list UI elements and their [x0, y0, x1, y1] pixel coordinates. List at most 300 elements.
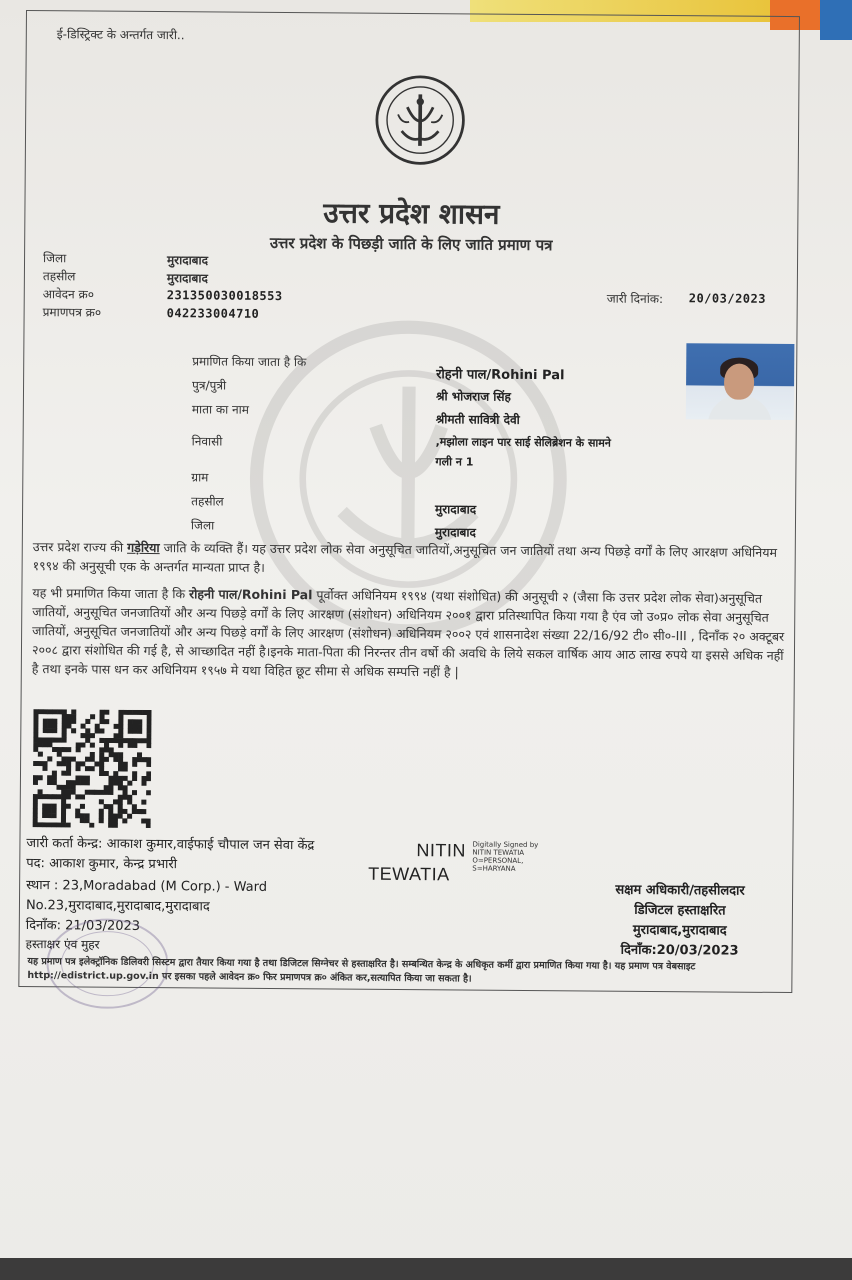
qr-module [56, 823, 61, 828]
qr-module [113, 799, 118, 804]
qr-module [90, 733, 95, 738]
meta-application-label: आवेदन क्र० [42, 287, 95, 302]
para1-post: जाति के व्यक्ति हैं। यह उत्तर प्रदेश लोक सेवा अनुसूचित जातियों,अनुसूचित जन जातियों तथा अन्य पिछड़े वर्गों के लिए आरक्षण अधिनियम १९९४ की अनुसूची एक के अन्तर्गत मान्यता प्राप्त है। [32, 540, 778, 575]
qr-module [127, 781, 132, 786]
meta-tehsil-label: तहसील [42, 269, 76, 284]
up-emblem-icon [374, 74, 467, 167]
qr-module [99, 766, 104, 771]
qr-module [147, 734, 152, 739]
qr-module [61, 771, 66, 776]
field-village-label: ग्राम [191, 470, 209, 485]
qr-module [123, 710, 128, 715]
qr-module [137, 724, 142, 729]
body-paragraph-1 [33, 537, 793, 581]
photo-face [724, 363, 754, 399]
qr-module [38, 737, 43, 742]
para2-name: रोहनी पाल/Rohini Pal [189, 586, 313, 603]
qr-module [99, 818, 104, 823]
qr-module [99, 738, 104, 743]
qr-module [38, 775, 43, 780]
qr-module [118, 814, 123, 819]
para2-post: पूर्वोक्त अधिनियम १९९४ (यथा संशोधित) की अनुसूची २ (जैसा कि उत्तर प्रदेश लोक सेवा)अनुसूचित जातियों, अनुसूचित जनजातियों और अन्य पिछड़े वर्गों के लिए आरक्षण (संशोधन) अधिनियम २००१ द्वारा प्रतिस्थापित किया गया है एंव जो उ०प्र० लोक सेवा अनुसूचित जातियों, अनुसूचित जनजातियों और अन्य पिछड़े वर्गों के लिए आरक्षण (संशोधन) अधिनियम २००२ एवं शासनादेश संख्या 22/16/92 टी० सी०-III , दिनाँक २० अक्टूबर २००८ द्वारा संशोधित की गई है, से आच्छादित नहीं है।इनके माता-पिता की निरन्तर तीन वर्षो की अवधि के लिये सकल वार्षिक आय आठ लाख रुपये या इससे अधिक नहीं है तथा इनके पास धन कर अधिनियम १९५७ मे यथा विहित छूट सीमा से अधिक सम्पत्ति नहीं है | [31, 587, 785, 680]
qr-module [61, 808, 66, 813]
qr-module [132, 762, 137, 767]
qr-module [52, 723, 57, 728]
qr-module [122, 795, 127, 800]
qr-module [147, 715, 152, 720]
qr-module [104, 785, 109, 790]
field-resident-label: निवासी [191, 434, 223, 449]
qr-module [47, 756, 52, 761]
issue-date-label: जारी दिनांक: [606, 291, 664, 307]
qr-module [33, 813, 38, 818]
qr-module [62, 738, 67, 743]
qr-module [85, 738, 90, 743]
qr-module [52, 709, 57, 714]
qr-module [71, 780, 76, 785]
qr-module [141, 781, 146, 786]
qr-module [108, 790, 113, 795]
qr-module [108, 818, 113, 823]
qr-module [141, 809, 146, 814]
qr-module [128, 710, 133, 715]
qr-module [52, 771, 57, 776]
qr-module [99, 771, 104, 776]
qr-module [133, 710, 138, 715]
meta-district-label: जिला [42, 251, 67, 266]
qr-module [113, 752, 118, 757]
qr-module [147, 710, 152, 715]
qr-module [118, 762, 123, 767]
qr-module [43, 761, 48, 766]
qr-module [146, 771, 151, 776]
meta-certificate-value: 042233004710 [166, 306, 260, 321]
qr-module [90, 752, 95, 757]
top-note: ई-डिस्ट्रिक्ट के अन्तर्गत जारी.. [56, 27, 185, 43]
qr-module [62, 728, 67, 733]
authority-digital: डिजिटल हस्ताक्षरित [634, 902, 726, 919]
qr-module [80, 761, 85, 766]
qr-module [132, 757, 137, 762]
qr-module [33, 709, 38, 714]
qr-module [47, 780, 52, 785]
qr-module [99, 728, 104, 733]
qr-module [33, 714, 38, 719]
qr-module [33, 799, 38, 804]
keyboard-edge [0, 1258, 852, 1280]
qr-module [90, 766, 95, 771]
qr-module [52, 794, 57, 799]
body-paragraph-2 [32, 583, 793, 684]
qr-module [146, 790, 151, 795]
qr-module [43, 719, 48, 724]
qr-module [113, 776, 118, 781]
qr-module [118, 729, 123, 734]
qr-module [146, 819, 151, 824]
qr-module [66, 723, 71, 728]
qr-module [61, 818, 66, 823]
qr-module [94, 761, 99, 766]
qr-module [99, 813, 104, 818]
qr-module [85, 757, 90, 762]
qr-module [118, 766, 123, 771]
qr-module [89, 790, 94, 795]
qr-module [33, 728, 38, 733]
qr-module [114, 733, 119, 738]
qr-module [62, 714, 67, 719]
qr-module [132, 743, 137, 748]
qr-module [33, 818, 38, 823]
qr-module [52, 747, 57, 752]
authority-place: मुरादाबाद,मुरादाबाद [632, 922, 727, 939]
qr-module [99, 809, 104, 814]
page-title: उत्तर प्रदेश शासन [323, 196, 500, 231]
qr-module [133, 719, 138, 724]
qr-module [33, 794, 38, 799]
qr-module [71, 728, 76, 733]
qr-module [109, 752, 114, 757]
footer-note: यह प्रमाण पत्र इलेक्ट्रॉनिक डिलिवरी सिस्टम द्वारा तैयार किया गया है तथा डिजिटल सिग्नेचर से हस्ताक्षरित है। सम्बन्धित केन्द्र के अधिकृत कर्मी द्वारा प्रमाणित किया गया है। यह प्रमाण पत्र वेबसाइट http://edistrict.up.gov.in पर इसका पहले आवेदन क्र० फिर प्रमाणपत्र क्र० अंकित कर,सत्यापित किया जा सकता है। [27, 956, 696, 985]
field-child-of-label: पुत्र/पुत्री [192, 378, 227, 393]
qr-module [118, 719, 123, 724]
qr-module [61, 761, 66, 766]
qr-module [33, 780, 38, 785]
qr-module [37, 822, 42, 827]
qr-module [99, 757, 104, 762]
qr-module [66, 785, 71, 790]
qr-module [109, 738, 114, 743]
qr-module [61, 823, 66, 828]
qr-module [128, 724, 133, 729]
qr-module [33, 737, 38, 742]
field-district-label: जिला [190, 518, 215, 533]
qr-module [42, 804, 47, 809]
qr-module [104, 771, 109, 776]
qr-module [52, 738, 57, 743]
qr-module [113, 738, 118, 743]
qr-module [85, 766, 90, 771]
qr-module [137, 809, 142, 814]
qr-module [75, 794, 80, 799]
qr-module [66, 757, 71, 762]
field-name-value: रोहनी पाल/Rohini Pal [436, 367, 565, 384]
qr-module [118, 733, 123, 738]
qr-module [142, 738, 147, 743]
qr-module [122, 818, 127, 823]
qr-module [52, 808, 57, 813]
qr-module [33, 822, 38, 827]
qr-module [61, 785, 66, 790]
qr-module [108, 776, 113, 781]
qr-module [38, 789, 43, 794]
qr-module [123, 785, 128, 790]
qr-module [81, 724, 86, 729]
qr-module [123, 738, 128, 743]
qr-module [48, 719, 53, 724]
qr-module [90, 757, 95, 762]
qr-module [128, 743, 133, 748]
qr-module [108, 780, 113, 785]
qr-module [127, 814, 132, 819]
qr-module [141, 800, 146, 805]
qr-module [132, 790, 137, 795]
qr-code-icon [33, 709, 152, 828]
qr-module [76, 747, 81, 752]
issuer-designation: पद: आकाश कुमार, केन्द्र प्रभारी [26, 856, 178, 873]
qr-module [118, 804, 123, 809]
qr-module [61, 804, 66, 809]
issuer-date: दिनाँक: 21/03/2023 [25, 918, 141, 934]
qr-module [38, 794, 43, 799]
qr-module [95, 728, 100, 733]
qr-module [118, 809, 123, 814]
qr-module [118, 795, 123, 800]
qr-module [142, 757, 147, 762]
qr-module [57, 747, 62, 752]
qr-module [57, 738, 62, 743]
field-district-value: मुरादाबाद [434, 525, 476, 540]
qr-module [132, 771, 137, 776]
qr-module [113, 818, 118, 823]
qr-module [132, 776, 137, 781]
qr-module [80, 794, 85, 799]
qr-module [85, 790, 90, 795]
qr-module [104, 804, 109, 809]
qr-module [99, 799, 104, 804]
qr-module [104, 743, 109, 748]
qr-module [48, 709, 53, 714]
qr-module [76, 742, 81, 747]
qr-module [132, 724, 137, 729]
qr-module [75, 775, 80, 780]
field-tehsil-value: मुरादाबाद [435, 502, 477, 517]
qr-module [80, 776, 85, 781]
para2-pre: यह भी प्रमाणित किया जाता है कि [32, 585, 190, 602]
qr-module [52, 813, 57, 818]
qr-module [80, 818, 85, 823]
qr-module [113, 823, 118, 828]
qr-module [137, 729, 142, 734]
qr-module [33, 733, 38, 738]
issue-date-value: 20/03/2023 [688, 291, 767, 306]
qr-module [38, 761, 43, 766]
qr-module [127, 799, 132, 804]
qr-module [51, 823, 56, 828]
qr-module [108, 785, 113, 790]
qr-module [80, 742, 85, 747]
field-tehsil-label: तहसील [191, 494, 224, 509]
qr-module [118, 781, 123, 786]
qr-module [118, 757, 123, 762]
qr-module [94, 790, 99, 795]
qr-module [90, 743, 95, 748]
qr-module [85, 780, 90, 785]
qr-module [147, 729, 152, 734]
qr-module [109, 747, 114, 752]
signature-name-line2: TEWATIA [368, 863, 450, 885]
field-father-value: श्री भोजराज सिंह [435, 389, 511, 404]
qr-module [47, 738, 52, 743]
caste-name: गड़ेरिया [127, 539, 160, 556]
qr-module [47, 813, 52, 818]
qr-module [61, 757, 66, 762]
qr-module [66, 747, 71, 752]
issuer-place-line2: No.23,मुरादाबाद,मुरादाबाद,मुरादाबाद [25, 898, 210, 915]
qr-module [95, 724, 100, 729]
qr-module [43, 737, 48, 742]
qr-module [114, 724, 119, 729]
qr-module [33, 747, 38, 752]
qr-module [118, 743, 123, 748]
qr-module [85, 776, 90, 781]
qr-module [137, 752, 142, 757]
qr-module [66, 719, 71, 724]
certificate-frame [18, 10, 800, 993]
qr-module [66, 823, 71, 828]
qr-module [142, 710, 147, 715]
qr-module [66, 714, 71, 719]
qr-module [123, 790, 128, 795]
qr-module [66, 761, 71, 766]
qr-module [66, 794, 71, 799]
qr-module [108, 804, 113, 809]
qr-module [132, 729, 137, 734]
qr-module [52, 728, 57, 733]
qr-module [137, 719, 142, 724]
qr-module [61, 790, 66, 795]
qr-module [52, 775, 57, 780]
qr-module [66, 804, 71, 809]
issuer-place-line1: स्थान : 23,Moradabad (M Corp.) - Ward [26, 878, 268, 895]
qr-module [62, 709, 67, 714]
qr-module [132, 804, 137, 809]
qr-module [99, 719, 104, 724]
qr-module [118, 710, 123, 715]
qr-module [108, 823, 113, 828]
qr-module [104, 757, 109, 762]
qr-module [122, 809, 127, 814]
qr-module [123, 762, 128, 767]
meta-district-value: मुरादाबाद [166, 253, 209, 268]
qr-module [118, 776, 123, 781]
qr-module [118, 785, 123, 790]
qr-module [146, 743, 151, 748]
applicant-photo [686, 343, 795, 420]
qr-module [113, 781, 118, 786]
qr-module [56, 785, 61, 790]
qr-module [47, 775, 52, 780]
digital-signature-text: Digitally Signed by NITIN TEWATIA O=PERSONAL, S=HARYANA [472, 840, 539, 873]
qr-module [33, 719, 38, 724]
meta-application-value: 231350030018553 [166, 288, 283, 304]
qr-module [52, 804, 57, 809]
qr-module [33, 723, 38, 728]
qr-module [118, 738, 123, 743]
qr-module [147, 738, 152, 743]
qr-module [85, 733, 90, 738]
qr-module [137, 710, 142, 715]
field-mother-value: श्रीमती सावित्री देवी [435, 412, 520, 427]
qr-module [42, 794, 47, 799]
qr-module [141, 818, 146, 823]
qr-module [42, 766, 47, 771]
qr-module [71, 790, 76, 795]
qr-module [146, 823, 151, 828]
qr-module [75, 813, 80, 818]
qr-module [61, 813, 66, 818]
qr-module [66, 766, 71, 771]
qr-module [104, 747, 109, 752]
qr-module [128, 729, 133, 734]
qr-module [99, 747, 104, 752]
qr-module [142, 776, 147, 781]
qr-module [62, 733, 67, 738]
qr-module [66, 771, 71, 776]
qr-module [104, 738, 109, 743]
qr-module [104, 710, 109, 715]
qr-module [71, 757, 76, 762]
meta-tehsil-value: मुरादाबाद [166, 271, 208, 286]
qr-module [42, 813, 47, 818]
qr-module [137, 757, 142, 762]
qr-module [123, 766, 128, 771]
field-certified-label: प्रमाणित किया जाता है कि [192, 354, 307, 370]
qr-module [33, 761, 38, 766]
qr-module [47, 822, 52, 827]
qr-module [113, 814, 118, 819]
field-resident-line2: गली न 1 [435, 455, 474, 469]
qr-module [61, 747, 66, 752]
qr-module [43, 728, 48, 733]
qr-module [118, 799, 123, 804]
qr-module [33, 775, 38, 780]
qr-module [47, 804, 52, 809]
qr-module [47, 794, 52, 799]
qr-module [104, 790, 109, 795]
qr-module [33, 803, 38, 808]
qr-module [146, 757, 151, 762]
qr-module [113, 757, 118, 762]
qr-module [52, 719, 57, 724]
qr-module [75, 809, 80, 814]
qr-module [42, 822, 47, 827]
qr-module [43, 723, 48, 728]
qr-module [42, 808, 47, 813]
qr-module [128, 719, 133, 724]
qr-module [62, 719, 67, 724]
qr-module [118, 714, 123, 719]
qr-module [48, 723, 53, 728]
qr-module [85, 818, 90, 823]
qr-module [33, 742, 38, 747]
qr-module [71, 719, 76, 724]
qr-module [57, 709, 62, 714]
qr-module [47, 742, 52, 747]
qr-module [76, 766, 81, 771]
qr-module [33, 808, 38, 813]
meta-certificate-label: प्रमाणपत्र क्र० [42, 305, 102, 320]
qr-module [47, 808, 52, 813]
qr-module [100, 714, 105, 719]
qr-module [118, 752, 123, 757]
certificate-subtitle: उत्तर प्रदेश के पिछड़ी जाति के लिए जाति प्रमाण पत्र [269, 233, 553, 255]
qr-module [89, 823, 94, 828]
qr-module [43, 742, 48, 747]
qr-module [61, 794, 66, 799]
qr-module [99, 752, 104, 757]
qr-module [85, 719, 90, 724]
qr-module [147, 724, 152, 729]
